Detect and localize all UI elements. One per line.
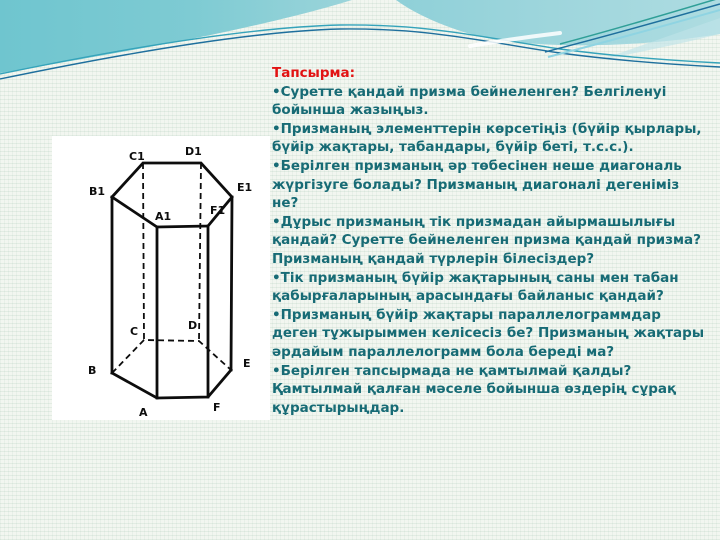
task-item: •Берілген призманың әр төбесінен неше диагональ жүргізуге болады? Призманың диагоналі дегеніміз не? — [272, 157, 682, 212]
task-item: •Призманың элементтерін көрсетіңіз (бүйір қырлары, бүйір жақтары, табандары, бүйір беті, т.с.с.). — [272, 120, 702, 156]
prism-top-face — [112, 163, 232, 227]
task-item: •Суретте қандай призма бейнеленген? Белгіленуі бойынша жазыңыз. — [272, 83, 667, 119]
prism-svg — [52, 136, 270, 420]
task-text-block — [272, 64, 709, 417]
vertex-label-c: C — [130, 325, 139, 338]
vertex-label-b1: B1 — [89, 185, 106, 198]
task-item: •Дұрыс призманың тік призмадан айырмашылығы қандай? Суретте бейнеленген призма қандай призма? Призманың қандай түрлерін білесіздер? — [272, 213, 701, 267]
task-item: •Тік призманың бүйір жақтарының саны мен табан қабырғаларының арасындағы байланыс қандай? — [272, 269, 679, 305]
task-item: •Берілген тапсырмада не қамтылмай қалды? Қамтылмай қалған мәселе бойынша өздерің сұрақ құрастырыңдар. — [272, 362, 677, 416]
vertex-label-a: A — [139, 406, 148, 419]
task-item: •Призманың бүйір жақтары параллелограммдар деген тұжырыммен келісесіз бе? Призманың жақтары әрдайым параллелограмм бола береді ма? — [272, 306, 705, 360]
vertex-label-e: E — [243, 357, 251, 370]
vertex-label-f: F — [213, 401, 221, 414]
vertex-label-a1: A1 — [155, 210, 172, 223]
vertex-label-b: B — [88, 364, 97, 377]
vertex-label-e1: E1 — [237, 181, 253, 194]
prism-bottom-front-edges — [112, 370, 231, 398]
vertex-label-c1: C1 — [129, 150, 145, 163]
vertex-label-d1: D1 — [185, 145, 202, 158]
prism-hidden-edges — [112, 163, 231, 373]
prism-figure — [52, 136, 270, 420]
wave-left-lobe — [0, 0, 352, 73]
slide-title: Тапсырма: — [272, 65, 356, 81]
vertex-label-f1: F1 — [210, 204, 226, 217]
vertex-label-d: D — [188, 319, 198, 332]
